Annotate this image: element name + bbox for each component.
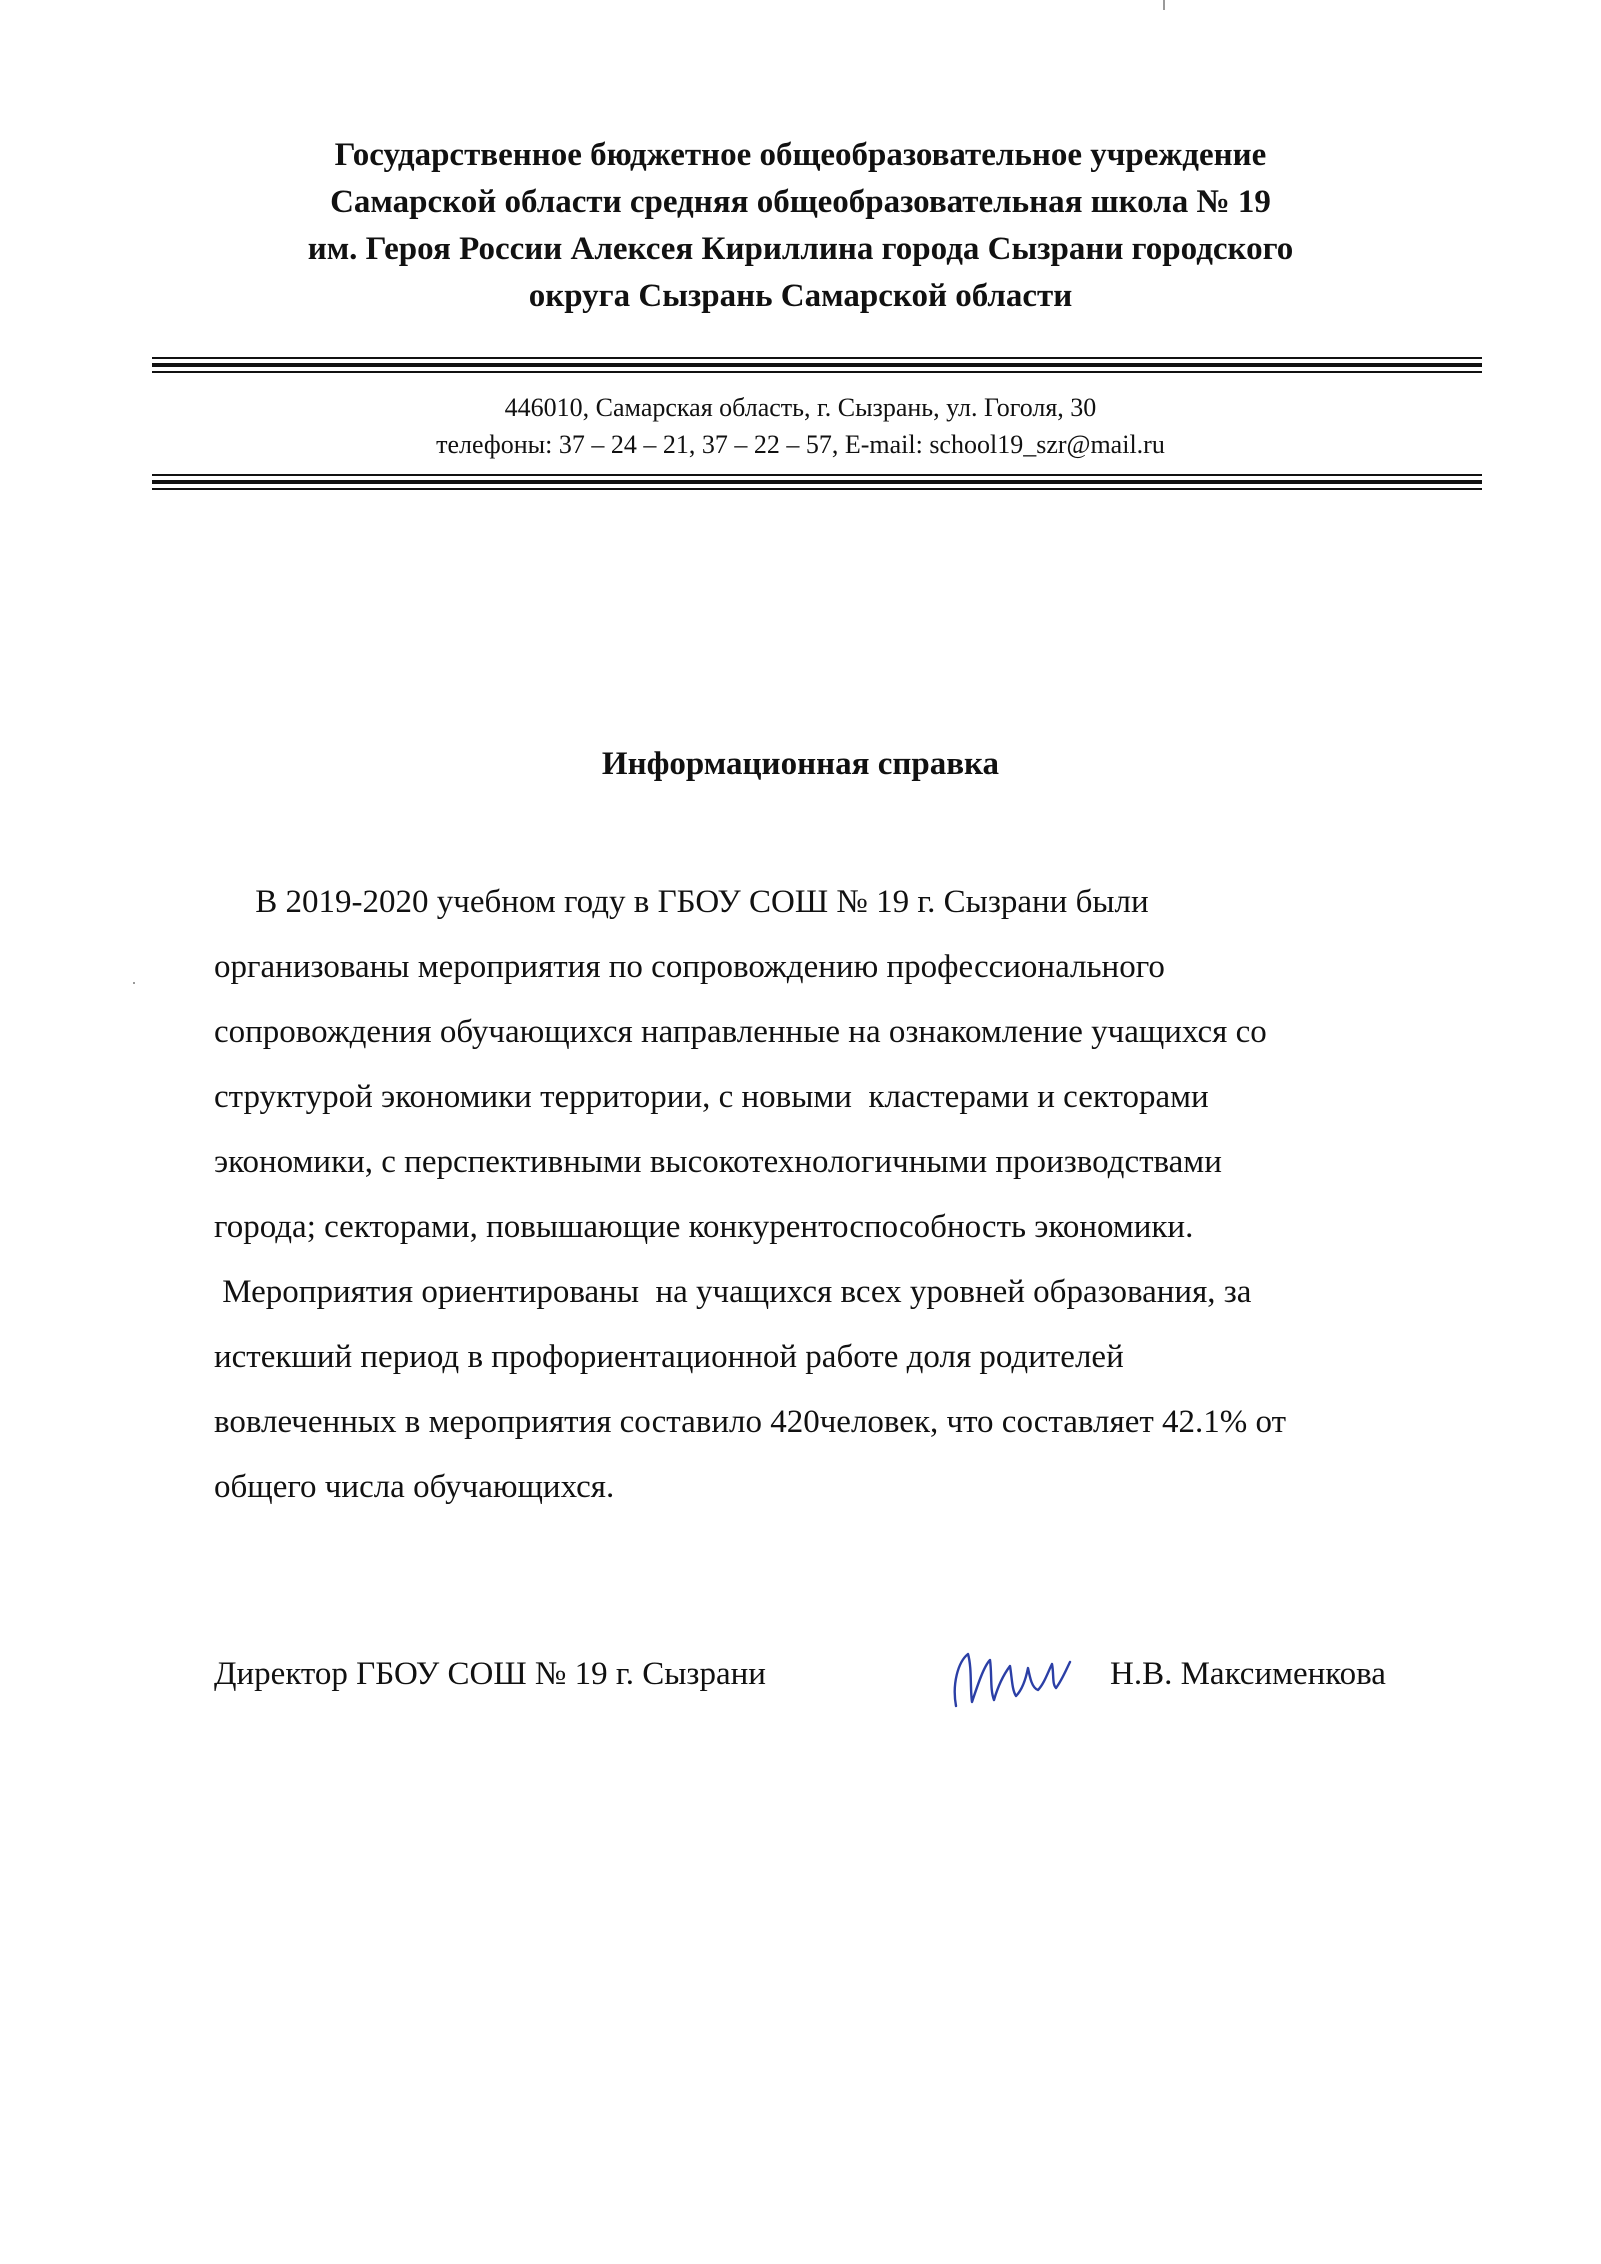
signatory-name: Н.В. Максименкова (1110, 1656, 1386, 1692)
body-line: Мероприятия ориентированы на учащихся всех уровней образования, за (214, 1274, 1252, 1310)
handwritten-signature (934, 1644, 1084, 1714)
header-divider-bottom (152, 474, 1482, 490)
postal-address: 446010, Самарская область, г. Сызрань, ул. Гоголя, 30 (504, 393, 1097, 422)
body-line: города; секторами, повышающие конкурентоспособность экономики. (214, 1209, 1194, 1245)
header-divider-top (152, 357, 1482, 373)
signatory-position: Директор ГБОУ СОШ № 19 г. Сызрани (214, 1656, 766, 1692)
body-line: экономики, с перспективными высокотехнологичными производствами (214, 1144, 1222, 1180)
scan-artifact-mark (1163, 0, 1165, 10)
scan-artifact-dot (133, 982, 135, 984)
body-line: структурой экономики территории, с новыми кластерами и секторами (214, 1079, 1209, 1115)
body-line: организованы мероприятия по сопровождению профессионального (214, 949, 1165, 985)
body-line: истекший период в профориентационной работе доля родителей (214, 1339, 1124, 1375)
body-line: сопровождения обучающихся направленные на ознакомление учащихся со (214, 1014, 1267, 1050)
contact-block (0, 389, 1601, 463)
header-line-3: им. Героя России Алексея Кириллина города Сызрани городского (307, 231, 1294, 267)
signature-row (214, 1644, 1484, 1714)
header-line-2: Самарской области средняя общеобразовательная школа № 19 (330, 184, 1271, 220)
header-line-4: округа Сызрань Самарской области (528, 278, 1073, 314)
header-line-1: Государственное бюджетное общеобразовательное учреждение (334, 137, 1267, 173)
body-line: общего числа обучающихся. (214, 1469, 615, 1505)
organization-header (0, 132, 1601, 320)
phones-email: телефоны: 37 – 24 – 21, 37 – 22 – 57, E-mail: school19_szr@mail.ru (436, 430, 1165, 459)
body-line: В 2019-2020 учебном году в ГБОУ СОШ № 19 г. Сызрани были (214, 884, 1149, 920)
body-line: вовлеченных в мероприятия составило 420человек, что составляет 42.1% от (214, 1404, 1286, 1440)
document-body (214, 870, 1474, 1520)
document-title: Информационная справка (601, 746, 1000, 782)
